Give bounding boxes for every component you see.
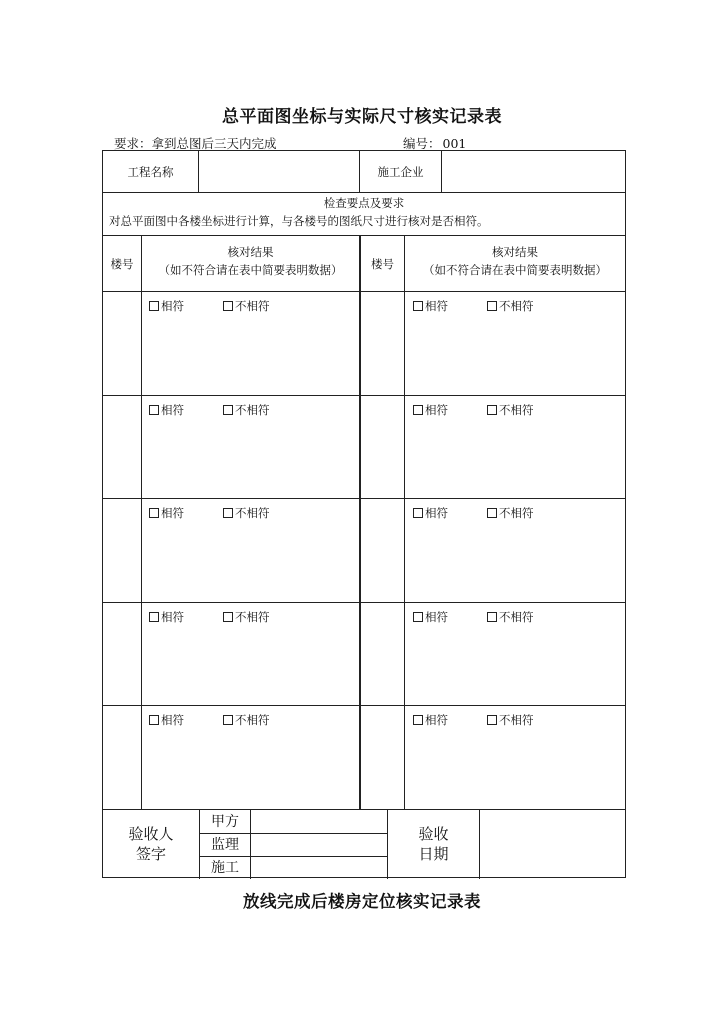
result-header-left: 核对结果: [227, 245, 274, 259]
checkbox-icon: [223, 715, 233, 725]
checkbox-icon: [487, 508, 497, 518]
next-form-title: 放线完成后楼房定位核实记录表: [243, 892, 481, 911]
acceptance-date-label: 验收 日期: [418, 825, 449, 863]
checkbox-icon: [149, 405, 159, 415]
match-checkbox[interactable]: 相符: [149, 402, 184, 418]
form-title: 总平面图坐标与实际尺寸核实记录表: [222, 107, 502, 127]
contractor-label: 施工企业: [377, 164, 424, 179]
mismatch-checkbox[interactable]: 不相符: [223, 505, 270, 521]
match-checkbox[interactable]: 相符: [413, 505, 448, 521]
line-row1-bottom: [103, 395, 625, 396]
match-checkbox[interactable]: 相符: [413, 712, 448, 728]
building-no-header-right: 楼号: [371, 256, 394, 271]
check-title: 检查要点及要求: [323, 196, 405, 210]
acceptance-date-field[interactable]: [480, 810, 625, 878]
mismatch-checkbox[interactable]: 不相符: [487, 712, 534, 728]
match-checkbox[interactable]: 相符: [413, 402, 448, 418]
checkbox-icon: [487, 405, 497, 415]
vline-building-left: [141, 235, 142, 809]
mismatch-checkbox[interactable]: 不相符: [487, 402, 534, 418]
number-value[interactable]: 001: [441, 138, 487, 151]
building-no-header-left: 楼号: [110, 256, 134, 271]
mismatch-checkbox[interactable]: 不相符: [223, 609, 270, 625]
line-row4-bottom: [103, 705, 625, 706]
checkbox-icon: [149, 301, 159, 311]
party-a-signature-field[interactable]: [251, 810, 387, 833]
mismatch-checkbox[interactable]: 不相符: [487, 505, 534, 521]
check-description: 对总平面图中各楼坐标进行计算，与各楼号的图纸尺寸进行核对是否相符。: [109, 214, 489, 228]
line-header-bottom: [103, 192, 625, 193]
match-checkbox[interactable]: 相符: [149, 298, 184, 314]
match-checkbox[interactable]: 相符: [149, 609, 184, 625]
construction-signature-field[interactable]: [251, 857, 387, 878]
checkbox-icon: [223, 301, 233, 311]
result-note-left: （如不符合请在表中简要表明数据）: [158, 263, 343, 277]
party-a-label: 甲方: [211, 813, 239, 830]
checkbox-icon: [487, 612, 497, 622]
number-label: 编号：: [403, 136, 441, 151]
match-checkbox[interactable]: 相符: [413, 609, 448, 625]
checkbox-icon: [413, 508, 423, 518]
mismatch-checkbox[interactable]: 不相符: [487, 298, 534, 314]
project-name-field[interactable]: [199, 151, 359, 192]
supervisor-label: 监理: [211, 837, 239, 853]
checkbox-icon: [149, 715, 159, 725]
vline-building-right: [404, 235, 405, 809]
mismatch-checkbox[interactable]: 不相符: [223, 402, 270, 418]
checkbox-icon: [223, 405, 233, 415]
line-row2-bottom: [103, 498, 625, 499]
match-checkbox[interactable]: 相符: [149, 712, 184, 728]
checkbox-icon: [413, 612, 423, 622]
supervisor-signature-field[interactable]: [251, 834, 387, 856]
line-row3-bottom: [103, 602, 625, 603]
checkbox-icon: [223, 508, 233, 518]
requirement-text: 要求：拿到总图后三天内完成: [114, 136, 277, 151]
checkbox-icon: [487, 301, 497, 311]
match-checkbox[interactable]: 相符: [413, 298, 448, 314]
checkbox-icon: [487, 715, 497, 725]
acceptor-signature-label: 验收人 签字: [128, 825, 174, 863]
construction-label: 施工: [211, 859, 239, 876]
checkbox-icon: [223, 612, 233, 622]
checkbox-icon: [413, 715, 423, 725]
mismatch-checkbox[interactable]: 不相符: [487, 609, 534, 625]
mismatch-checkbox[interactable]: 不相符: [223, 712, 270, 728]
checkbox-icon: [413, 405, 423, 415]
match-checkbox[interactable]: 相符: [149, 505, 184, 521]
vline-middle: [359, 235, 361, 809]
checkbox-icon: [413, 301, 423, 311]
checkbox-icon: [149, 612, 159, 622]
record-table: [102, 150, 626, 878]
mismatch-checkbox[interactable]: 不相符: [223, 298, 270, 314]
project-name-label: 工程名称: [127, 164, 174, 179]
line-colhead-bottom: [103, 291, 625, 292]
contractor-field[interactable]: [442, 151, 625, 192]
result-note-right: （如不符合请在表中简要表明数据）: [423, 263, 607, 277]
result-header-right: 核对结果: [492, 245, 538, 259]
checkbox-icon: [149, 508, 159, 518]
